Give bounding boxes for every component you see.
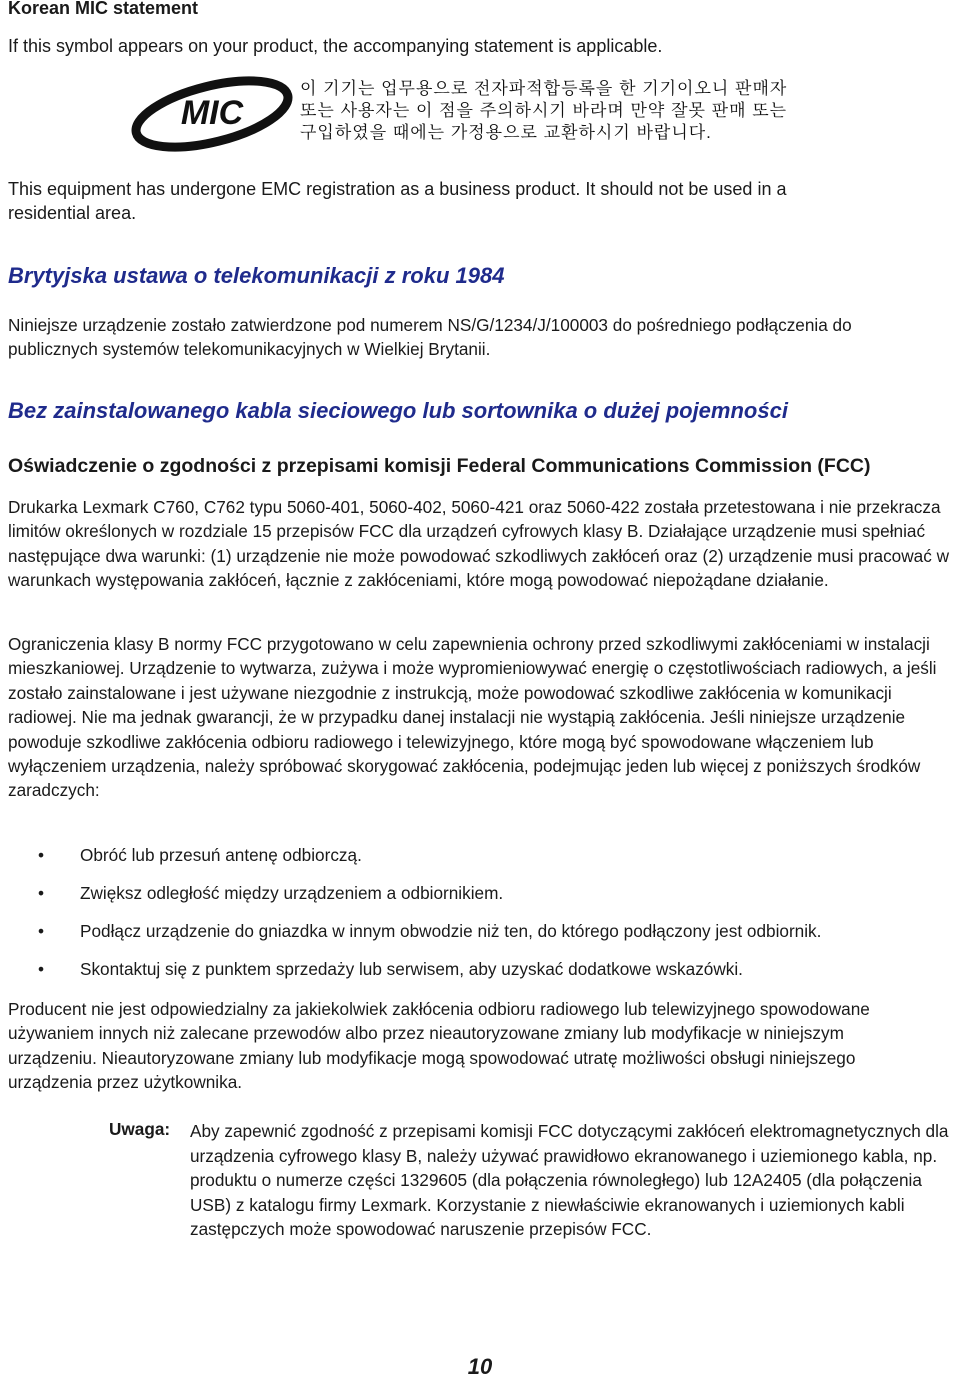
note-text: Aby zapewnić zgodność z przepisami komisji FCC dotyczącymi zakłóceń elektromagnetycznych dla urządzenia cyfrowego klasy B, należy używać prawidłowo ekranowanego i uziemionego kabla, np. produktu o numerze części 1329605 (dla połączenia równoległego) lub 12A2405 (dla połączenia USB) z katalogu firmy Lexmark. Korzystanie z niewłaściwie ekranowanych i uziemionych kabli zastępczych może spowodować naruszenie przepisów FCC. [190, 1121, 949, 1239]
mic-logo [130, 76, 295, 152]
fcc-statement-heading: Oświadczenie o zgodności z przepisami komisji Federal Communications Commission (FCC) [8, 455, 871, 477]
korean-line: 구입하였을 때에는 가정용으로 교환하시기 바랍니다. [300, 123, 712, 142]
korean-mic-intro: If this symbol appears on your product, the accompanying statement is applicable. [8, 36, 663, 56]
emc-statement-line-2: residential area. [8, 203, 137, 223]
bullet-item: Skontaktuj się z punktem sprzedaży lub serwisem, aby uzyskać dodatkowe wskazówki. [80, 959, 743, 979]
bullet-marker: • [38, 921, 45, 941]
note-label: Uwaga: [109, 1119, 171, 1139]
fcc-paragraph-1: Drukarka Lexmark C760, C762 typu 5060-401, 5060-402, 5060-421 oraz 5060-422 została przetestowana i nie przekracza limitów określonych w rozdziale 15 przepisów FCC dla urządzeń cyfrowych klasy B. Działające urządzenie musi spełniać następujące dwa warunki: (1) urządzenie nie może powodować szkodliwych zakłóceń oraz (2) urządzenie musi pracować w warunkach występowania zakłóceń, łącznie z zakłóceniami, które mogą powodować niepożądane działanie. [8, 497, 949, 591]
bullet-item: Zwiększ odległość między urządzeniem a odbiornikiem. [80, 883, 504, 903]
mic-logo-text: MIC [180, 94, 244, 132]
bullet-marker: • [38, 883, 45, 903]
korean-line: 또는 사용자는 이 점을 주의하시기 바라며 만약 잘못 판매 또는 [300, 101, 788, 120]
bullet-marker: • [38, 845, 45, 865]
brytyjska-heading: Brytyjska ustawa o telekomunikacji z roku 1984 [8, 263, 505, 288]
korean-statement [300, 78, 787, 144]
bullet-marker: • [38, 959, 45, 979]
emc-statement-line-1: This equipment has undergone EMC registration as a business product. It should not be used in a [8, 179, 787, 199]
fcc-paragraph-2: Ograniczenia klasy B normy FCC przygotowano w celu zapewnienia ochrony przed szkodliwymi zakłóceniami w instalacji mieszkaniowej. Urządzenie to wytwarza, zużywa i może wypromieniowywać energię o częstotliwościach radiowych, a jeśli zostało zainstalowane i jest używane niezgodnie z instrukcją, może powodować szkodliwe zakłócenia w komunikacji radiowej. Nie ma jednak gwarancji, że w przypadku danej instalacji nie wystąpią zakłócenia. Jeśli niniejsze urządzenie powoduje szkodliwe zakłócenia odbioru radiowego i telewizyjnego, które mogą być spowodowane włączeniem lub wyłączeniem urządzenia, należy spróbować skorygować zakłócenia, podejmując jeden lub więcej z poniższych środków zaradczych: [8, 634, 937, 801]
bullet-item: Podłącz urządzenie do gniazdka w innym obwodzie niż ten, do którego podłączony jest odbiornik. [80, 921, 822, 941]
fcc-section-heading: Bez zainstalowanego kabla sieciowego lub sortownika o dużej pojemności [8, 398, 788, 423]
korean-line: 이 기기는 업무용으로 전자파적합등록을 한 기기이오니 판매자 [300, 79, 788, 98]
bullet-item: Obróć lub przesuń antenę odbiorczą. [80, 845, 362, 865]
brytyjska-text: Niniejsze urządzenie zostało zatwierdzone pod numerem NS/G/1234/J/100003 do pośredniego podłączenia do publicznych systemów telekomunikacyjnych w Wielkiej Brytanii. [8, 315, 852, 360]
fcc-paragraph-3: Producent nie jest odpowiedzialny za jakiekolwiek zakłócenia odbioru radiowego lub telewizyjnego spowodowane używaniem innych niż zalecane przewodów albo przez nieautoryzowane zmiany lub modyfikacje w niniejszym urządzeniu. Nieautoryzowane zmiany lub modyfikacje mogą spowodować utratę możliwości obsługi niniejszego urządzenia przez użytkownika. [8, 999, 870, 1093]
korean-mic-title: Korean MIC statement [8, 0, 199, 18]
page-number: 10 [467, 1354, 493, 1379]
